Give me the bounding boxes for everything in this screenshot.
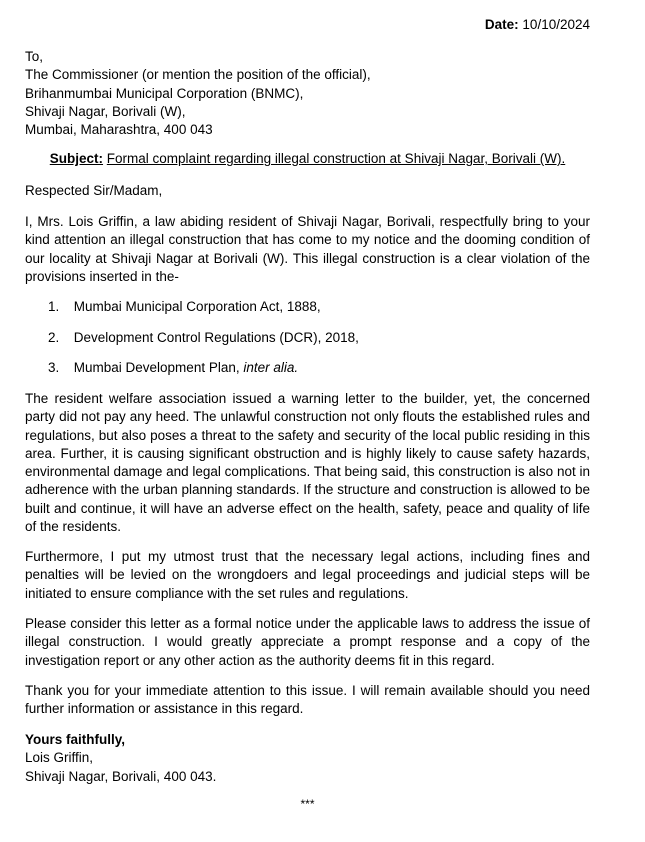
closing-block bbox=[25, 731, 216, 786]
body-paragraph: Thank you for your immediate attention to this issue. I will remain available should you need further information or assistance in this regard. bbox=[25, 683, 590, 717]
subject-text: Formal complaint regarding illegal construction at Shivaji Nagar, Borivali (W). bbox=[106, 151, 566, 166]
body-paragraph: Please consider this letter as a formal notice under the applicable laws to address the issue of illegal construction. I would greatly appreciate a prompt response and a copy of the investigation report or any other action as the authority deems fit in this regard. bbox=[25, 616, 590, 668]
provision-text: Development Control Regulations (DCR), 2018, bbox=[73, 330, 359, 345]
provision-text: Mumbai Municipal Corporation Act, 1888, bbox=[73, 299, 321, 314]
subject-label: Subject: bbox=[49, 151, 104, 166]
body-paragraph: The resident welfare association issued a warning letter to the builder, yet, the concerned party did not pay any heed. The unlawful construction not only flouts the established rules and regulations, but also poses a threat to the safety and security of the local public residing in this area. Further, it is causing significant obstruction and is highly likely to cause safety hazards, environmental damage and legal complications. That being said, this construction is also not in adherence with the urban planning standards. If the structure and construction is allowed to be built and continue, it will have an adverse effect on the health, safety, peace and quality of life of the residents. bbox=[25, 391, 590, 535]
salutation: Respected Sir/Madam, bbox=[25, 183, 163, 198]
date-value: 10/10/2024 bbox=[522, 17, 590, 32]
sender-name: Lois Griffin, bbox=[25, 750, 94, 766]
end-mark: *** bbox=[300, 797, 315, 811]
sender-address: Shivaji Nagar, Borivali, 400 043. bbox=[25, 768, 217, 784]
subject-line bbox=[25, 151, 590, 166]
signoff: Yours faithfully, bbox=[25, 732, 126, 747]
provision-text: Mumbai Development Plan, bbox=[73, 360, 240, 375]
letter-date bbox=[485, 17, 590, 32]
provision-number: 2. bbox=[48, 330, 60, 345]
provision-italic: inter alia. bbox=[243, 360, 299, 375]
body-paragraph: Furthermore, I put my utmost trust that the necessary legal actions, including fines and penalties will be levied on the wrongdoers and legal proceedings and judicial steps will be initiated to ensure compliance with the set rules and regulations. bbox=[25, 549, 590, 601]
provision-item bbox=[48, 329, 359, 347]
date-label: Date: bbox=[484, 17, 519, 32]
address-line: The Commissioner (or mention the position of the official), bbox=[25, 67, 371, 83]
address-line: Mumbai, Maharashtra, 400 043 bbox=[25, 122, 213, 138]
intro-paragraph: I, Mrs. Lois Griffin, a law abiding resident of Shivaji Nagar, Borivali, respectfully bring to your kind attention an illegal construction that has come to my notice and the dooming condition of our locality at Shivaji Nagar at Borivali (W). This illegal construction is a clear violation of the provisions inserted in the- bbox=[25, 214, 590, 284]
provision-number: 1. bbox=[48, 299, 60, 314]
recipient-address bbox=[25, 48, 371, 139]
address-line: Shivaji Nagar, Borivali (W), bbox=[25, 103, 186, 119]
provision-number: 3. bbox=[48, 360, 60, 375]
address-line: To, bbox=[25, 49, 44, 64]
provision-item bbox=[48, 298, 321, 316]
provision-item bbox=[48, 359, 298, 377]
address-line: Brihanmumbai Municipal Corporation (BNMC), bbox=[25, 85, 304, 101]
